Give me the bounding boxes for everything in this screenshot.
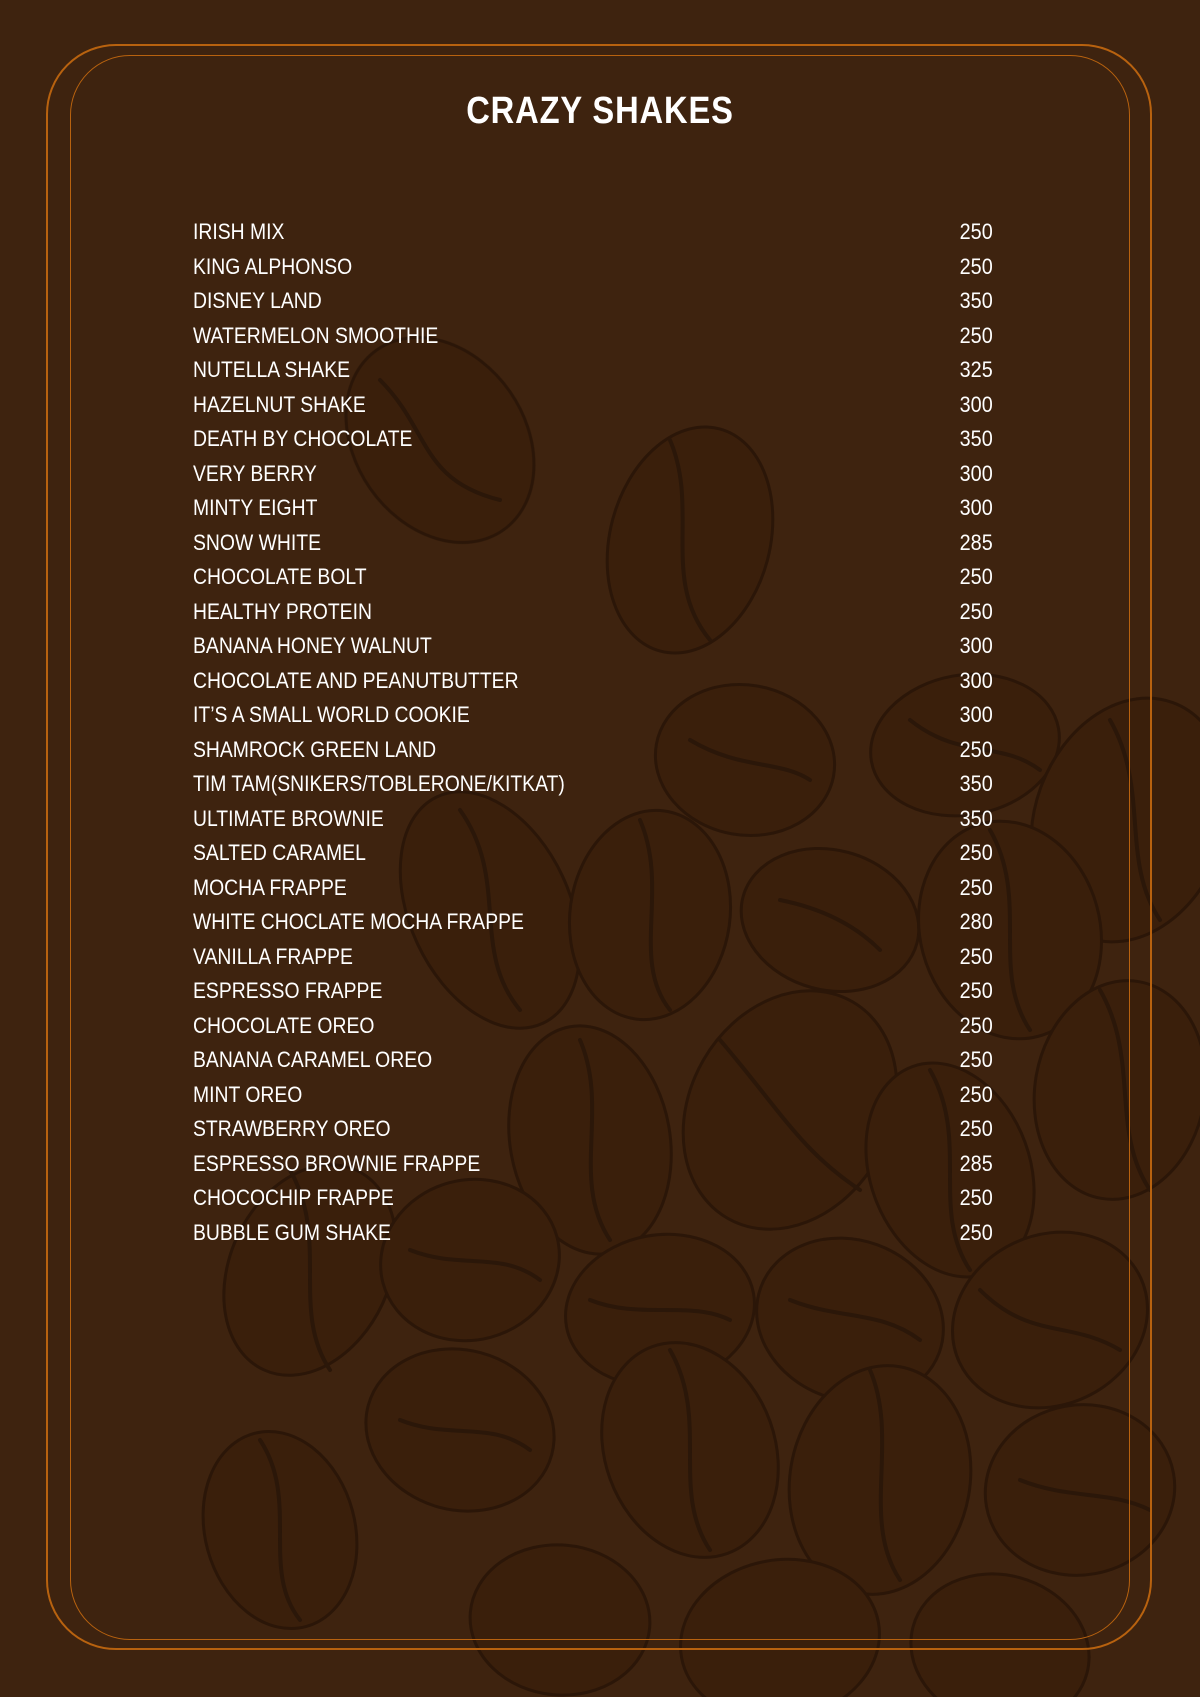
item-price: 250 <box>959 1081 993 1107</box>
item-price: 285 <box>959 529 993 555</box>
menu-item <box>193 733 993 768</box>
item-price: 350 <box>959 771 993 796</box>
item-price: 280 <box>959 909 993 934</box>
item-price: 250 <box>959 978 993 1003</box>
menu-item <box>193 836 993 871</box>
item-name: VERY BERRY <box>193 460 317 486</box>
item-price: 250 <box>959 1047 993 1072</box>
item-price: 250 <box>959 1185 993 1210</box>
item-name: CHOCOLATE BOLT <box>193 564 367 589</box>
menu-item <box>193 905 993 940</box>
item-name: WHITE CHOCLATE MOCHA FRAPPE <box>193 909 524 934</box>
menu-item <box>193 595 993 630</box>
item-name: DISNEY LAND <box>193 288 322 313</box>
menu-item <box>193 802 993 837</box>
item-price: 285 <box>959 1150 993 1176</box>
menu-item <box>193 698 993 733</box>
menu-item <box>193 388 993 423</box>
menu-item <box>193 319 993 354</box>
page-title: CRAZY SHAKES <box>466 90 734 132</box>
item-name: CHOCOLATE AND PEANUTBUTTER <box>193 667 519 693</box>
item-price: 300 <box>959 495 993 520</box>
menu-item <box>193 1181 993 1216</box>
item-name: SALTED CARAMEL <box>193 840 366 865</box>
item-name: NUTELLA SHAKE <box>193 357 351 382</box>
menu-item <box>193 1009 993 1044</box>
menu-item <box>193 1112 993 1147</box>
item-name: BUBBLE GUM SHAKE <box>193 1219 391 1245</box>
item-name: CHOCOLATE OREO <box>193 1012 375 1038</box>
menu-list <box>193 215 993 1250</box>
item-name: SHAMROCK GREEN LAND <box>193 736 437 762</box>
item-price: 250 <box>959 736 993 762</box>
item-price: 250 <box>959 874 993 900</box>
item-name: WATERMELON SMOOTHIE <box>193 322 439 348</box>
menu-item <box>193 1043 993 1078</box>
item-price: 350 <box>959 426 993 451</box>
item-price: 300 <box>959 391 993 417</box>
item-name: MINTY EIGHT <box>193 495 318 520</box>
item-name: CHOCOCHIP FRAPPE <box>193 1185 394 1210</box>
menu-item <box>193 422 993 457</box>
item-price: 325 <box>959 357 993 382</box>
item-price: 250 <box>959 1012 993 1038</box>
menu-item <box>193 560 993 595</box>
item-name: KING ALPHONSO <box>193 253 353 279</box>
item-price: 250 <box>959 840 993 865</box>
menu-item <box>193 215 993 250</box>
item-name: BANANA HONEY WALNUT <box>193 633 432 658</box>
item-price: 300 <box>959 633 993 658</box>
item-name: DEATH BY CHOCOLATE <box>193 426 413 451</box>
menu-item <box>193 940 993 975</box>
menu-item <box>193 1216 993 1251</box>
menu-item <box>193 353 993 388</box>
item-price: 300 <box>959 702 993 727</box>
item-price: 250 <box>959 219 993 244</box>
menu-item <box>193 664 993 699</box>
menu-item <box>193 871 993 906</box>
item-price: 250 <box>959 1219 993 1245</box>
item-name: ESPRESSO FRAPPE <box>193 978 383 1003</box>
menu-item <box>193 1078 993 1113</box>
menu-item <box>193 629 993 664</box>
item-price: 350 <box>959 288 993 313</box>
item-price: 250 <box>959 253 993 279</box>
item-name: IRISH MIX <box>193 219 285 244</box>
item-price: 250 <box>959 322 993 348</box>
item-name: IT’S A SMALL WORLD COOKIE <box>193 702 470 727</box>
menu-item <box>193 974 993 1009</box>
item-name: ESPRESSO BROWNIE FRAPPE <box>193 1150 481 1176</box>
menu-item <box>193 457 993 492</box>
menu-item <box>193 491 993 526</box>
item-price: 250 <box>959 943 993 969</box>
item-name: SNOW WHITE <box>193 529 321 555</box>
menu-item <box>193 767 993 802</box>
menu-item <box>193 526 993 561</box>
item-name: ULTIMATE BROWNIE <box>193 805 384 831</box>
item-name: MINT OREO <box>193 1081 303 1107</box>
item-price: 250 <box>959 598 993 624</box>
item-name: MOCHA FRAPPE <box>193 874 347 900</box>
menu-item <box>193 1147 993 1182</box>
item-price: 250 <box>959 1116 993 1141</box>
item-name: HAZELNUT SHAKE <box>193 391 366 417</box>
item-price: 300 <box>959 460 993 486</box>
item-name: BANANA CARAMEL OREO <box>193 1047 433 1072</box>
item-price: 250 <box>959 564 993 589</box>
item-name: TIM TAM(SNIKERS/TOBLERONE/KITKAT) <box>193 771 565 796</box>
item-price: 300 <box>959 667 993 693</box>
menu-item <box>193 284 993 319</box>
menu-item <box>193 250 993 285</box>
item-name: STRAWBERRY OREO <box>193 1116 391 1141</box>
item-price: 350 <box>959 805 993 831</box>
item-name: HEALTHY PROTEIN <box>193 598 372 624</box>
item-name: VANILLA FRAPPE <box>193 943 353 969</box>
